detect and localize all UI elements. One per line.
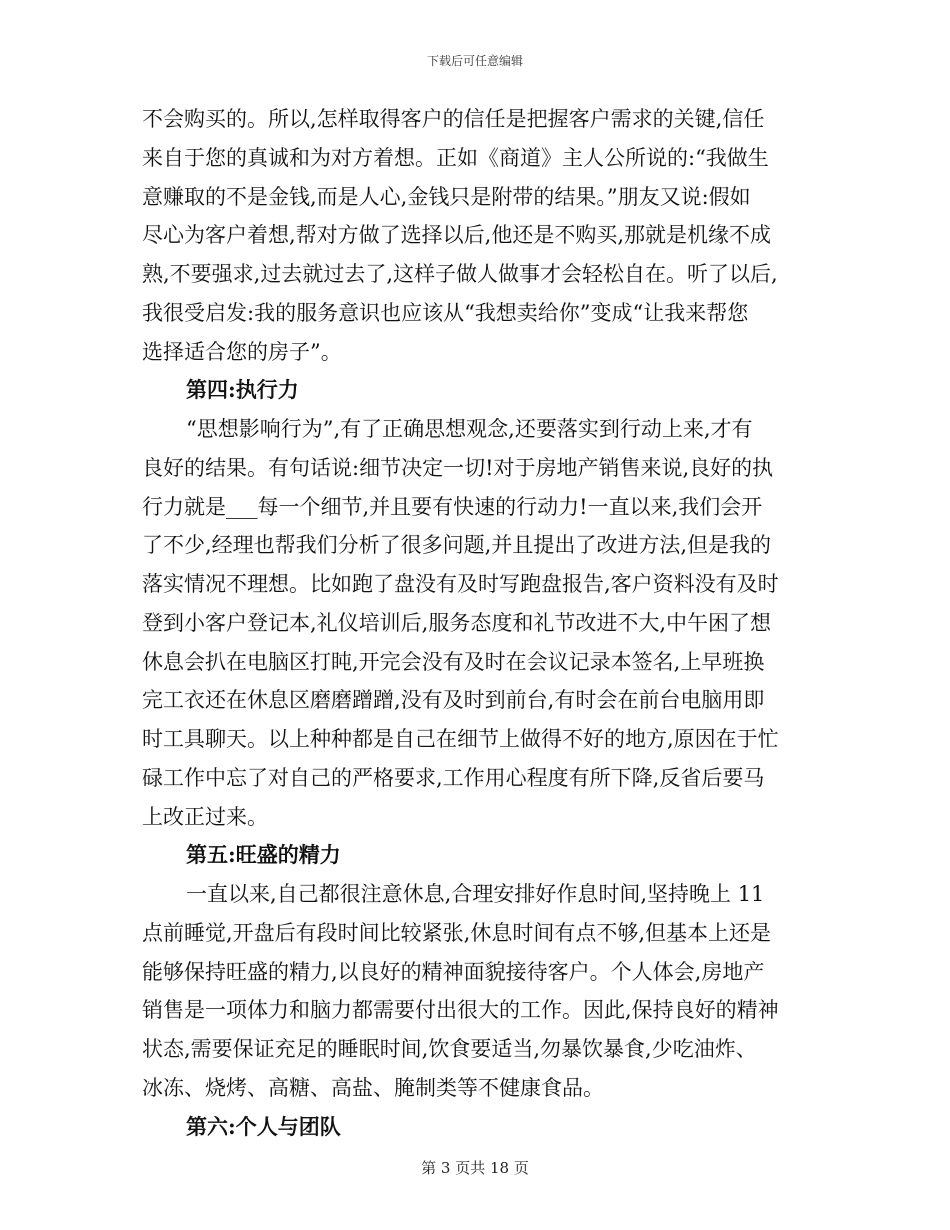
text-line: 了不少,经理也帮我们分析了很多问题,并且提出了改进方法,但是我的 — [142, 533, 772, 558]
text-line: 完工衣还在休息区磨磨蹭蹭,没有及时到前台,有时会在前台电脑用即 — [142, 688, 765, 713]
page-number: 第 3 页共 18 页 — [421, 1159, 529, 1177]
text-line: 不会购买的。所以,怎样取得客户的信任是把握客户需求的关键,信任 — [142, 107, 765, 131]
text-line: 点前睡觉,开盘后有段时间比较紧张,休息时间有点不够,但基本上还是 — [142, 920, 772, 945]
document-body — [142, 100, 812, 1146]
text-line: 选择适合您的房子”。 — [142, 339, 342, 364]
text-line: 休息会扒在电脑区打盹,开完会没有及时在会议记录本签名,上早班换 — [142, 649, 765, 674]
text-line: 意赚取的不是金钱,而是人心,金钱只是附带的结果。”朋友又说:假如 — [142, 184, 751, 209]
text-line: 良好的结果。有句话说:细节决定一切!对于房地产销售来说,良好的执 — [142, 455, 774, 480]
section-heading: 第六:个人与团队 — [186, 1113, 341, 1139]
text-line: 我很受启发:我的服务意识也应该从“我想卖给你”变成“让我来帮您 — [142, 300, 749, 325]
text-line: 来自于您的真诚和为对方着想。正如《商道》主人公所说的:“我做生 — [142, 145, 769, 170]
section-heading: 第四:执行力 — [186, 377, 299, 403]
text-line: “思想影响行为”,有了正确思想观念,还要落实到行动上来,才有 — [186, 417, 753, 441]
text-line: 能够保持旺盛的精力,以良好的精神面貌接待客户。个人体会,房地产 — [142, 959, 765, 984]
text-line: 碌工作中忘了对自己的严格要求,工作用心程度有所下降,反省后要马 — [142, 765, 765, 790]
text-line: 冰冻、烧烤、高糖、高盐、腌制类等不健康食品。 — [142, 1075, 604, 1100]
section-heading: 第五:旺盛的精力 — [186, 842, 341, 868]
text-line: 熟,不要强求,过去就过去了,这样子做人做事才会轻松自在。听了以后, — [142, 262, 778, 286]
text-line: 上改正过来。 — [142, 804, 268, 829]
text-line: 销售是一项体力和脑力都需要付出很大的工作。因此,保持良好的精神 — [142, 998, 779, 1023]
text-line: 尽心为客户着想,帮对方做了选择以后,他还是不购买,那就是机缘不成 — [142, 223, 772, 248]
page-header: 下载后可任意编辑 — [426, 54, 523, 68]
text-line: 登到小客户登记本,礼仪培训后,服务态度和礼节改进不大,中午困了想 — [142, 610, 772, 635]
text-line: 状态,需要保证充足的睡眠时间,饮食要适当,勿暴饮暴食,少吃油炸、 — [142, 1037, 757, 1061]
text-line: 时工具聊天。以上种种都是自己在细节上做得不好的地方,原因在于忙 — [142, 727, 779, 751]
text-line: 行力就是___每一个细节,并且要有快速的行动力!一直以来,我们会开 — [142, 494, 763, 519]
text-line: 一直以来,自己都很注意休息,合理安排好作息时间,坚持晚上 11 — [186, 882, 765, 906]
text-line: 落实情况不理想。比如跑了盘没有及时写跑盘报告,客户资料没有及时 — [142, 572, 779, 596]
